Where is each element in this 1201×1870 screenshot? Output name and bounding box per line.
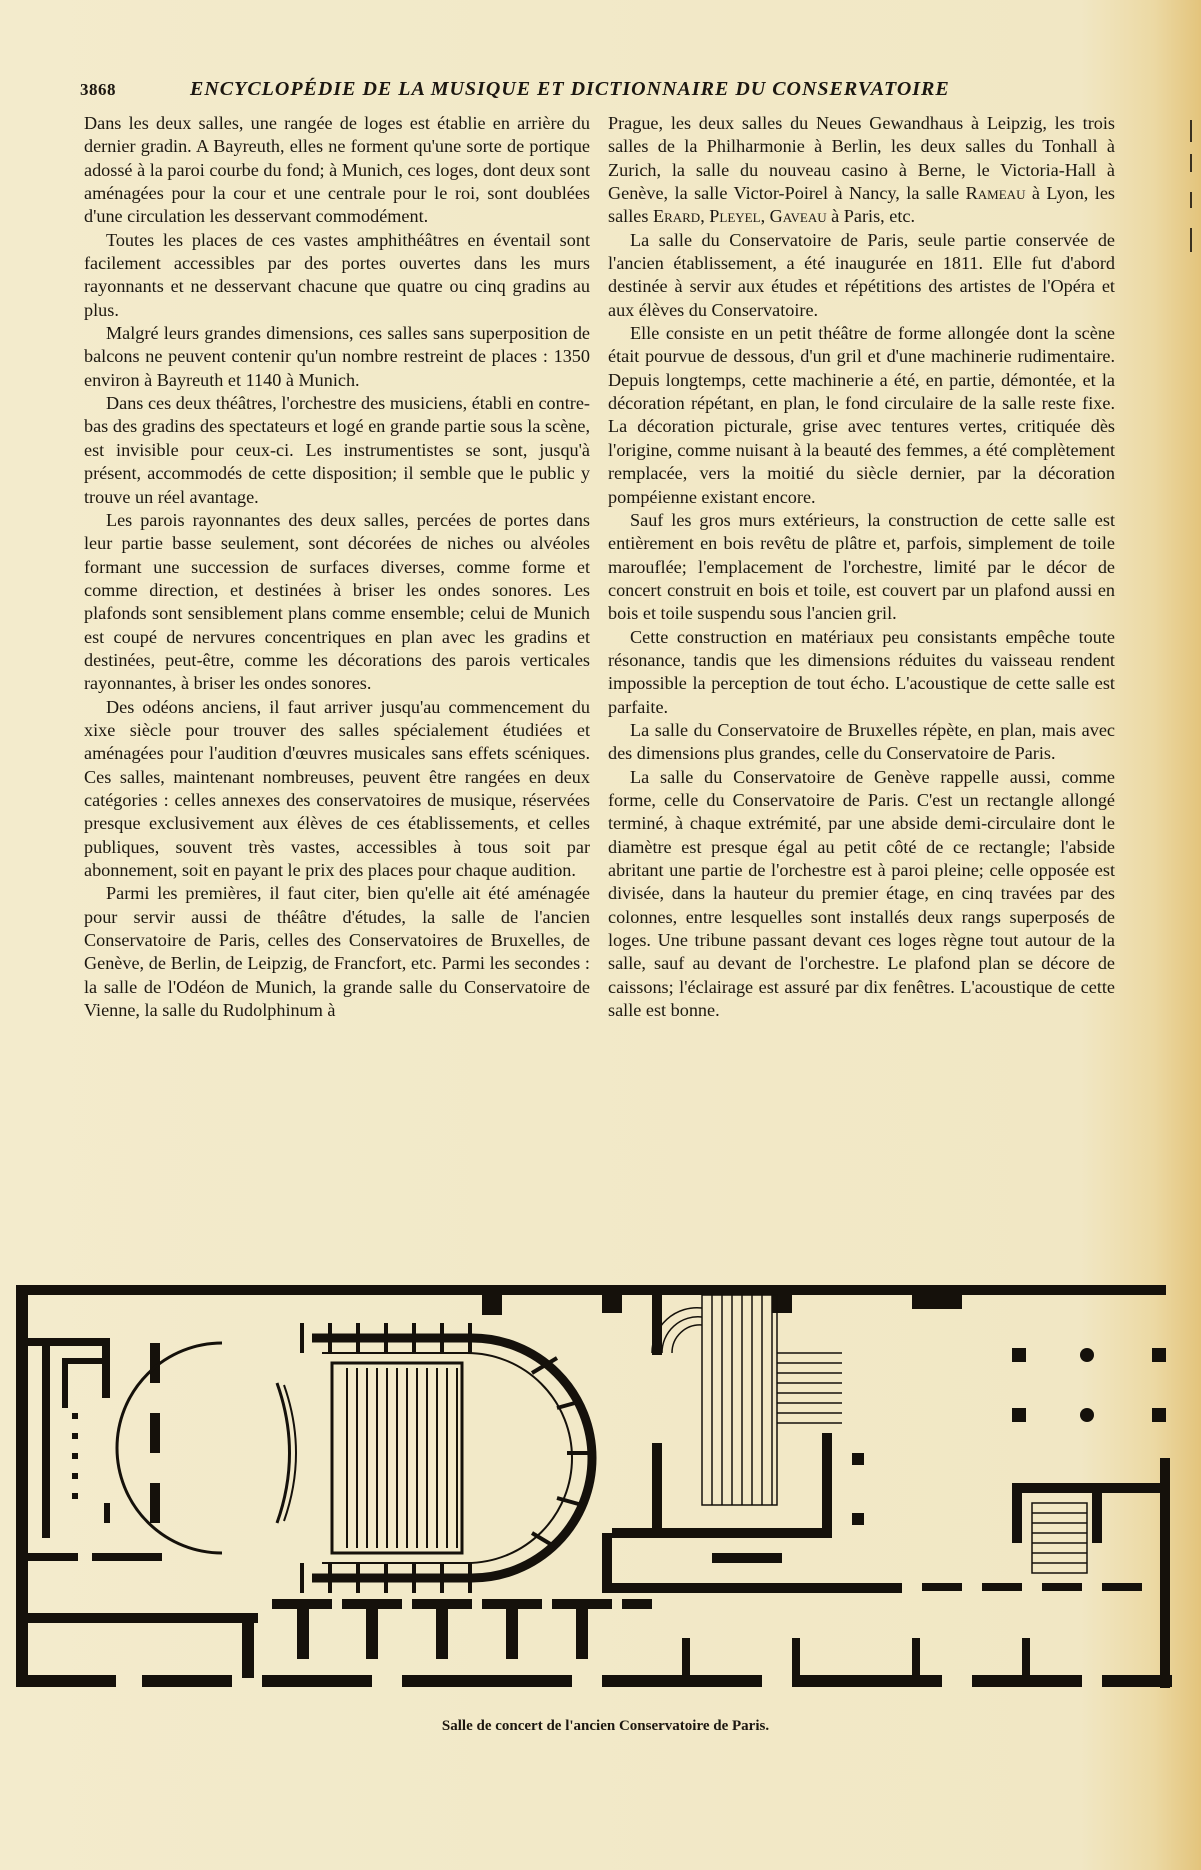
paragraph: Parmi les premières, il faut citer, bien qu'elle ait été aménagée pour servir aussi de théâtre d'études, la salle de l'ancien Conservatoire de Paris, celles des Conservatoires de Bruxelles, de Genève, de Berlin, de Leipzig, de Francfort, etc. Parmi les secondes : la salle de l'Odéon de Munich, la grande salle du Conservatoire de Vienne, la salle du Rudolphinum à <box>84 883 590 1021</box>
text-run: , <box>700 206 710 227</box>
name-pleyel: Pleyel <box>709 206 761 227</box>
paragraph: Sauf les gros murs extérieurs, la construction de cette salle est entièrement en bois revêtu de plâtre et, parfois, simplement de toile marouflée; l'emplacement de l'orchestre, limité par le décor de concert construit en bois et toile, est couvert par un plafond aussi en bois et toile suspendu sous l'ancien gril. <box>608 509 1115 624</box>
paragraph: Elle consiste en un petit théâtre de forme allongée dont la scène était pourvue de dessous, d'un gril et d'une machinerie rudimentaire. Depuis longtemps, cette machinerie a été, en partie, démontée, et la décoration répétant, en plan, le fond circulaire de la salle reste fixe. La décoration picturale, grise avec tentures vertes, critiquée dès l'origine, comme nuisant à la beauté des femmes, a été complètement remplacée, vers la moitié du siècle dernier, par la décoration pompéienne existant encore. <box>608 323 1115 507</box>
paragraph-continuation <box>608 112 1115 229</box>
paragraph: Cette construction en matériaux peu consistants empêche toute résonance, tandis que les dimensions réduites du vaisseau rendent impossible la perception de tout écho. L'acoustique de cette salle est parfaite. <box>608 626 1115 717</box>
text-run: à Lyon, les salles <box>608 183 1116 227</box>
page-header <box>80 78 1000 104</box>
paragraph: La salle du Conservatoire de Genève rappelle aussi, comme forme, celle du Conservatoire de Paris. C'est un rectangle allongé terminé, à chaque extrémité, par une abside demi-circulaire dont le diamètre est presque égal au petit côté de ce rectangle; l'abside abritant une partie de l'orchestre est à paroi pleine; celle opposée est divisée, dans la hauteur du premier étage, en cinq travées par des colonnes, entre lesquelles sont installés deux rangs superposés de loges. Une tribune passant devant ces loges règne tout autour de la salle, sauf au devant de l'orchestre. Le plafond plan se décore de caissons; l'éclairage est assuré par dix fenêtres. L'acoustique de cette salle est bonne. <box>608 766 1115 1021</box>
paragraph: Toutes les places de ces vastes amphithéâtres en éventail sont facilement accessibles par des portes ouvertes dans les murs rayonnants et ne desservant chacune que quatre ou cinq gradins au plus. <box>84 229 590 320</box>
text-run: Prague, les deux salles du Neues Gewandhaus à Leipzig, les trois salles de la Philharmonie à Berlin, les deux salles du Tonhall à Zurich, la salle du nouveau casino à Berne, le Victoria-Hall à Genève, la salle Victor-Poirel à Nancy, la salle <box>608 113 1115 204</box>
name-erard: Erard <box>652 206 701 227</box>
paragraph: Dans ces deux théâtres, l'orchestre des musiciens, établi en contre-bas des gradins des spectateurs et logé en grande partie sous la scène, est invisible pour ceux-ci. Les instrumentistes se sont, jusqu'à présent, accommodés de cette disposition; il semble que le public y trouve un réel avantage. <box>84 393 590 507</box>
paragraph: Dans les deux salles, une rangée de loges est établie en arrière du dernier gradin. A Bayreuth, elles ne forment qu'une sorte de portique adossé à la paroi courbe du fond; à Munich, ces loges, dont deux sont aménagées pour la cour et une centrale pour le roi, sont doublées d'une circulation les desservant commodément. <box>84 113 590 227</box>
text-run: , <box>760 206 770 227</box>
paragraph: Des odéons anciens, il faut arriver jusqu'au commencement du xixe siècle pour trouver des salles spécialement étudiées et aménagées pour l'audition d'œuvres musicales sans effets scéniques. Ces salles, maintenant nombreuses, peuvent être rangées en deux catégories : celles annexes des conservatoires de musique, réservées presque exclusivement aux élèves de ces établissements, et celles publiques, souvent très vastes, accessibles à tous soit par abonnement, soit en payant le prix des places pour chaque audition. <box>84 696 590 880</box>
name-gaveau: Gaveau <box>769 206 827 227</box>
floor-plan-illustration <box>12 1283 1180 1703</box>
figure-caption-text: Salle de concert de l'ancien Conservatoire de Paris. <box>441 1718 770 1734</box>
figure-caption <box>0 1718 1201 1735</box>
page-edge-marks <box>1190 120 1198 260</box>
paragraph: La salle du Conservatoire de Paris, seule partie conservée de l'ancien établissement, a été inaugurée en 1811. Elle fut d'abord destinée à servir aux études et répétitions des artistes de l'Opéra et aux élèves du Conservatoire. <box>608 229 1115 320</box>
text-run: à Paris, etc. <box>826 206 916 227</box>
paragraph: Les parois rayonnantes des deux salles, percées de portes dans leur partie basse seulement, sont décorées de niches ou alvéoles formant une succession de surfaces diverses, comme forme et comme direction, et destinées à briser les ondes sonores. Les plafonds sont sensiblement plans comme ensemble; celui de Munich est coupé de nervures concentriques en plan avec les gradins et destinées, peut-être, comme les décorations des parois verticales rayonnantes, à briser les ondes sonores. <box>84 509 590 694</box>
right-column <box>608 112 1115 1022</box>
name-rameau: Rameau <box>965 183 1026 204</box>
running-title: ENCYCLOPÉDIE DE LA MUSIQUE ET DICTIONNAIRE DU CONSERVATOIRE <box>190 78 950 100</box>
paragraph: La salle du Conservatoire de Bruxelles répète, en plan, mais avec des dimensions plus grandes, celle du Conservatoire de Paris. <box>608 719 1115 764</box>
left-column <box>84 112 590 1022</box>
page-number: 3868 <box>80 80 116 99</box>
paragraph: Malgré leurs grandes dimensions, ces salles sans superposition de balcons ne peuvent contenir qu'un nombre restreint de places : 1350 environ à Bayreuth et 1140 à Munich. <box>84 323 590 390</box>
